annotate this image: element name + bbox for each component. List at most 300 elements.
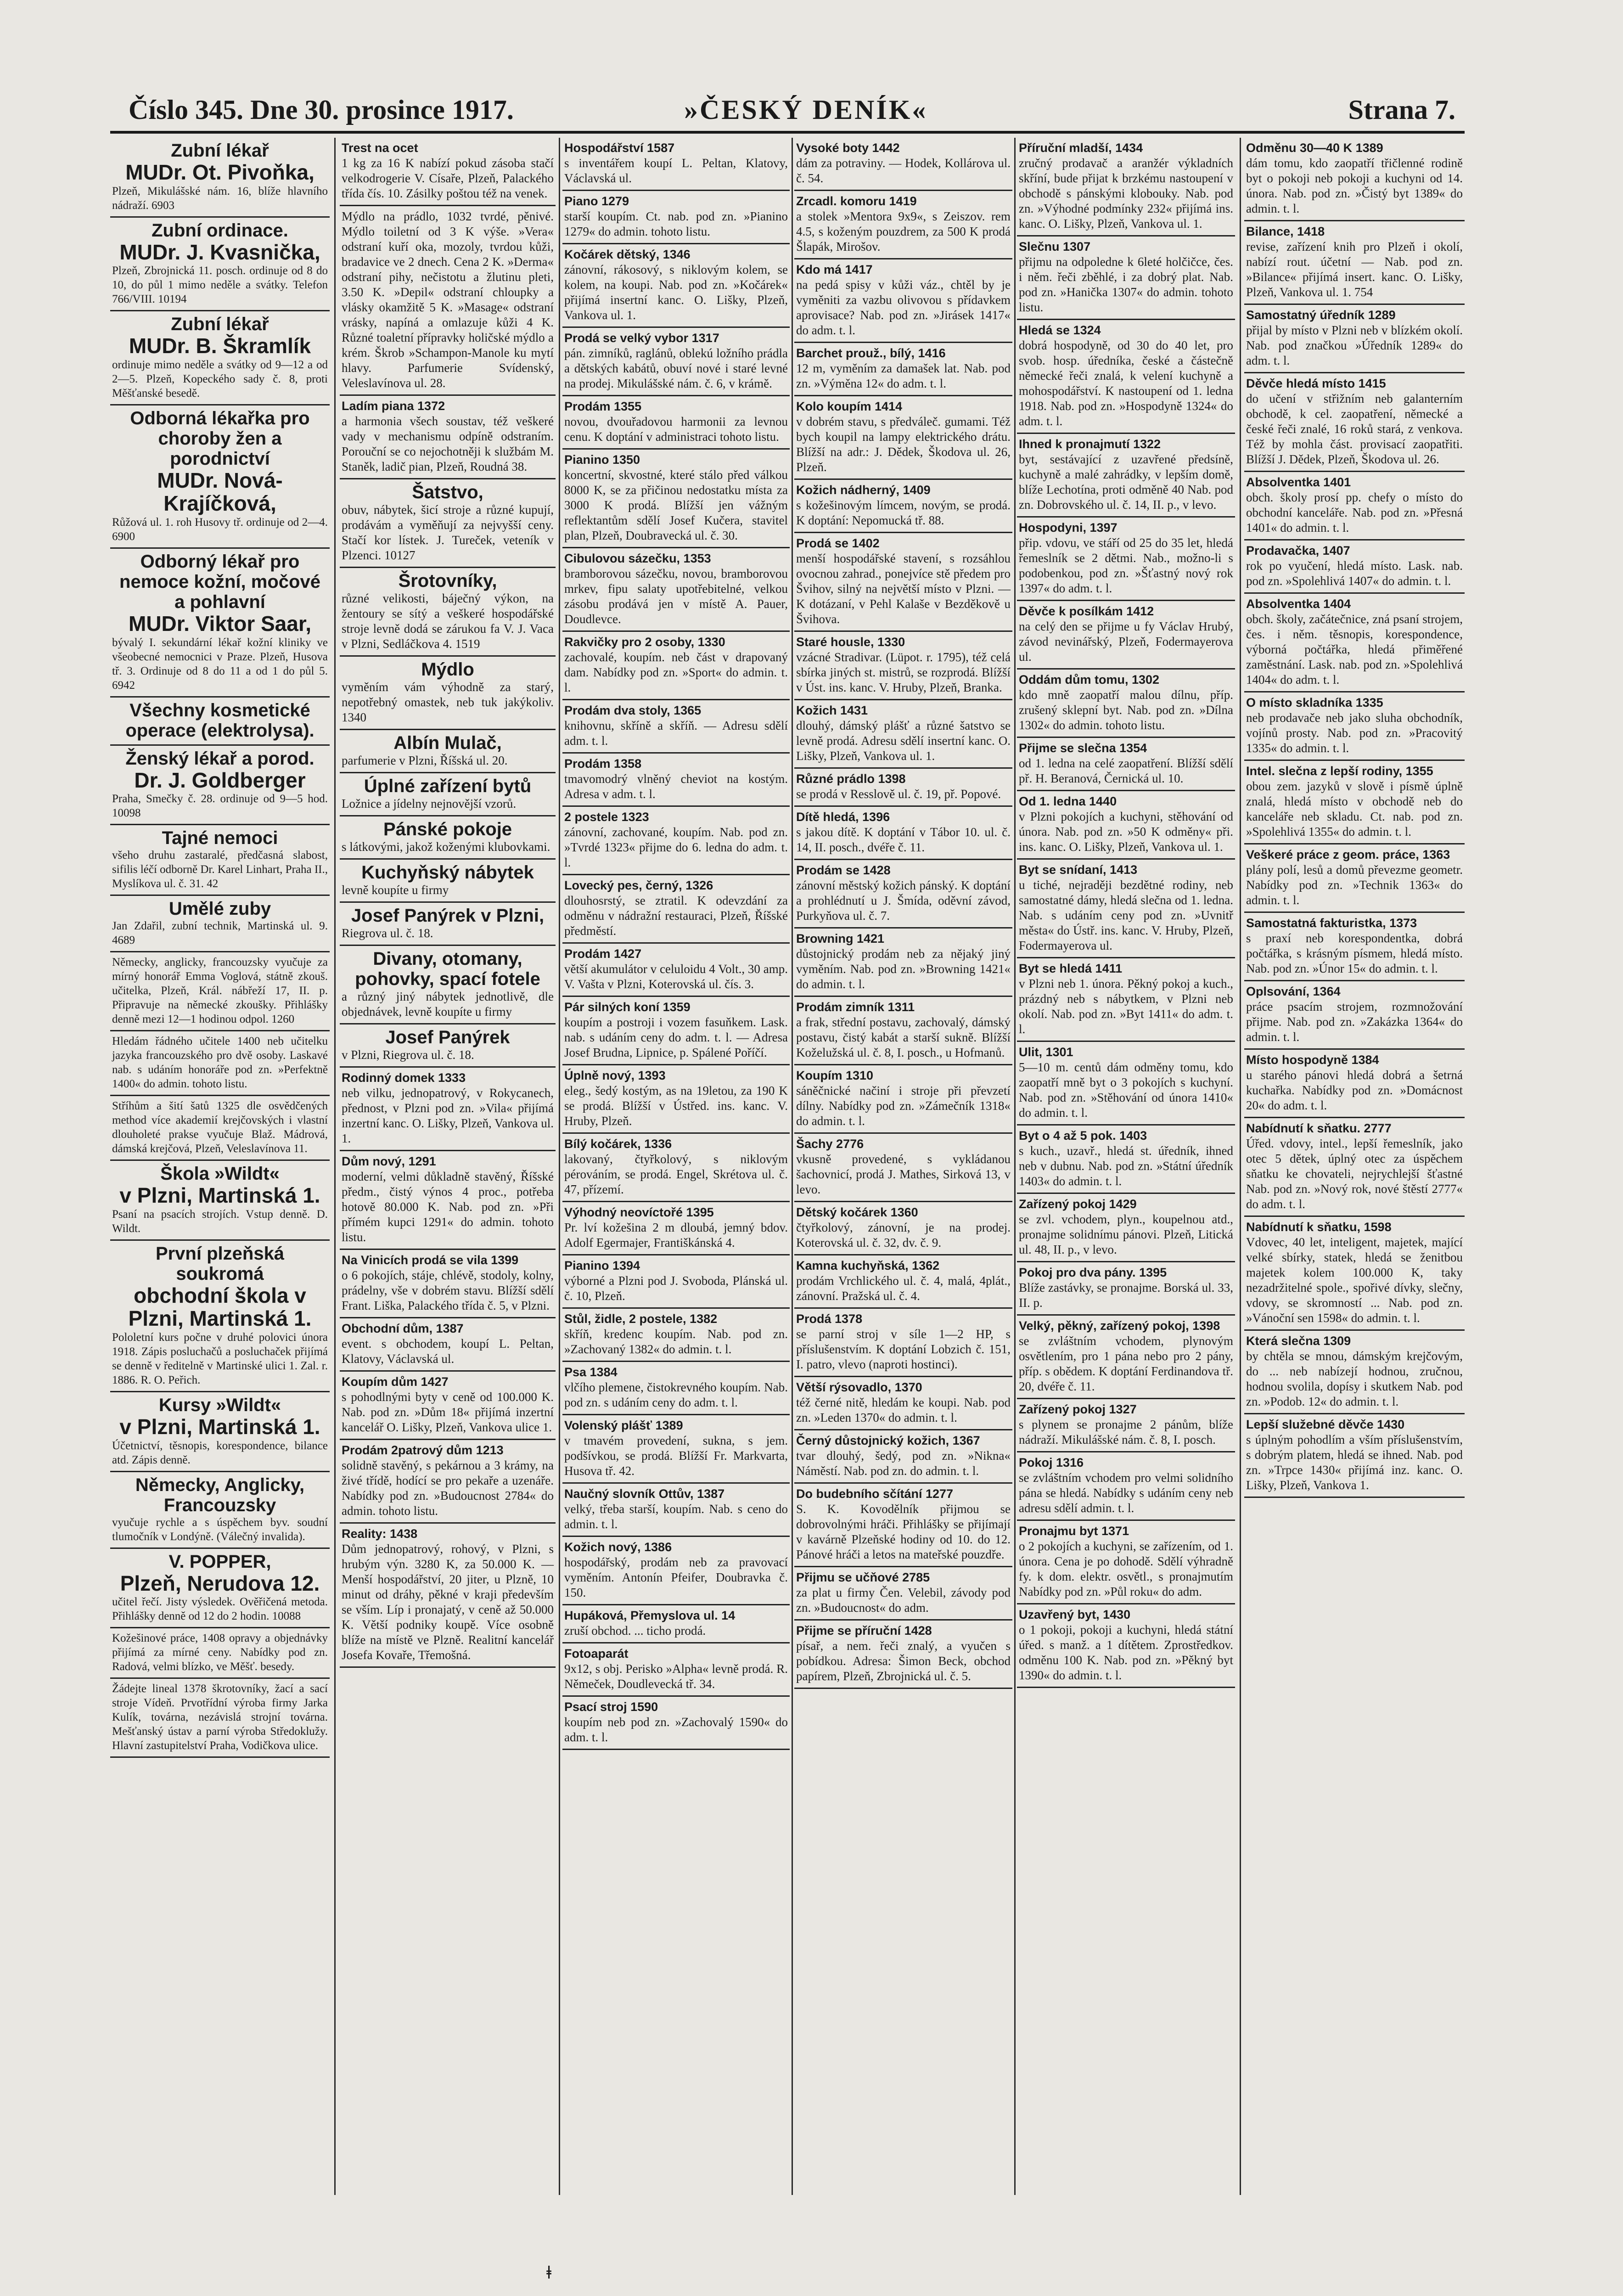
classified-ad — [794, 860, 1012, 929]
ad-body: Plzeň, Mikulášské nám. 16, blíže hlavního nádraží. 6903 — [112, 185, 328, 212]
ad-heading: Divany, otomany, pohovky, spací fotele — [355, 949, 540, 989]
ad-body: Žádejte lineal 1378 škrotovníky, žací a sací stroje Vídeň. Prvotřídní výroba firmy Jarka Kulík, továrna, nezávislá strojní továrna. Mešťanský ústav a parní výroba Středoklužy. Hlavní zastupitelství Praha, Vodičkova ulice. — [112, 1683, 328, 1752]
ad-body: lakovaný, čtyřkolový, s niklovým pérováním, se prodá. Engel, Skrétova ul. č. 47, přízemí. — [564, 1152, 788, 1196]
ad-body: bramborovou sázečku, novou, bramborovou mrkev, fipu salaty upotřebitelné, velkou zásobu prodává jen v místě A. Pauer, Doudlevce. — [564, 567, 788, 626]
column-2 — [340, 138, 556, 2213]
ad-body: Účetnictví, těsnopis, korespondence, bilance atd. Zápis denně. — [112, 1439, 328, 1466]
classified-ad — [794, 929, 1012, 997]
ad-body: levně koupíte u firmy — [342, 883, 449, 897]
classified-ad — [340, 816, 556, 860]
ad-body: a stolek »Mentora 9x9«, s Zeiszov. rem 4.5, s koženým pouzdrem, za 500 K prodá Šlapák, Mirošov. — [796, 209, 1011, 253]
display-ad — [110, 1161, 330, 1241]
ad-heading: Tajné nemoci — [162, 828, 278, 849]
ad-title: Volenský plášť 1389 — [564, 1418, 683, 1432]
classified-ad — [1244, 1118, 1465, 1217]
ad-heading: Pánské pokoje — [383, 819, 512, 839]
ad-title: Prodám 1355 — [564, 400, 642, 413]
ad-heading: Všechny kosmetické operace (elektrolysa). — [125, 700, 314, 741]
ad-body: v tmavém provedení, sukna, s jem. podšívkou, se prodá. Blížší Fr. Markvarta, Husova tř. 42. — [564, 1434, 788, 1478]
ad-title: Rodinný domek 1333 — [342, 1071, 466, 1085]
ad-subheading: obchodní škola v Plzni, Martinská 1. — [128, 1283, 312, 1331]
ad-title: Kdo má 1417 — [796, 263, 873, 276]
ad-title: Kolo koupím 1414 — [796, 400, 903, 413]
ad-title: Browning 1421 — [796, 932, 885, 945]
classified-ad — [1244, 761, 1465, 844]
classified-ad — [1244, 913, 1465, 981]
column-divider — [334, 138, 336, 2195]
ad-title: Výhodný neovíctořé 1395 — [564, 1205, 714, 1219]
classified-ad — [562, 1362, 790, 1415]
column-5 — [1017, 138, 1235, 2213]
ad-heading: Šatstvo, — [412, 482, 483, 502]
classified-ad — [1244, 981, 1465, 1050]
ad-title: Barchet prouž., bílý, 1416 — [796, 346, 946, 360]
column-divider — [792, 138, 793, 2195]
classified-ad — [1244, 472, 1465, 540]
ad-title: Oplsování, 1364 — [1246, 985, 1341, 998]
classified-ad — [1017, 236, 1235, 320]
ad-heading: Albín Mulač, — [393, 733, 502, 753]
ad-title: Která slečna 1309 — [1246, 1334, 1351, 1348]
ad-body: přip. vdovu, ve stáří od 25 do 35 let, hledá řemeslník se 2 dětmi. Nab., možno-li s podobenkou, pod zn. »Šťastný nový rok 1397« do adm. t. l. — [1019, 536, 1233, 595]
classified-ad — [1244, 138, 1465, 221]
ad-body: zánovní, zachované, koupím. Nab. pod zn. »Tvrdé 1323« přijme do 6. ledna do adm. t. l. — [564, 825, 788, 869]
ad-body: dám za potraviny. — Hodek, Kollárova ul. č. 54. — [796, 156, 1011, 185]
ad-title: Naučný slovník Ottův, 1387 — [564, 1487, 725, 1501]
ad-subheading: MUDr. J. Kvasnička, — [119, 240, 320, 264]
ad-body: se prodá v Resslově ul. č. 19, př. Popové. — [796, 787, 1001, 801]
classified-ad — [1017, 958, 1235, 1042]
ad-body: Kožešinové práce, 1408 opravy a objednávky přijímá za mírné ceny. Nabídky pod zn. Radová, velmi blízko, ve Měšť. besedy. — [112, 1632, 328, 1673]
classified-ad — [340, 396, 556, 479]
display-ad — [110, 138, 330, 218]
ad-body: velký, třeba starší, koupím. Nab. s ceno do admin. t. l. — [564, 1502, 788, 1531]
ad-body: vzácné Stradivar. (Lüpot. r. 1795), též celá sbírka jiných st. mistrů, se rozprodá. Blížší v Úst. ins. kanc. V. Hruby, Plzeň, Branka. — [796, 650, 1011, 694]
ad-title: Prodám zimník 1311 — [796, 1000, 915, 1014]
classified-ad — [562, 548, 790, 632]
display-ad — [110, 1628, 330, 1679]
classified-ad — [794, 1621, 1012, 1689]
ad-body: tmavomodrý vlněný cheviot na kostým. Adresa v adm. t. l. — [564, 772, 788, 801]
display-ad — [110, 1241, 330, 1392]
ad-body: neb vilku, jednopatrový, v Rokycanech, přednost, v Plzni pod zn. »Vila« přijímá inzertní kanc. O. Lišky, Plzeň, Vankova ul. 1. — [342, 1086, 554, 1145]
ad-heading: Německy, Anglicky, Francouzsky — [135, 1474, 305, 1515]
ad-body: u starého pánovi hledá dobrá a šetrná kuchařka. Nabídky pod zn. »Domácnost 20« do adm. t. l. — [1246, 1068, 1463, 1112]
ad-title: 2 postele 1323 — [564, 810, 649, 824]
ad-body: 5—10 m. centů dám odměny tomu, kdo zaopatří mně byt o 3 pokojích s kuchyní. Nab. pod zn. »Stěhování od února 1410« do admin. t. l. — [1019, 1060, 1233, 1120]
ad-body: koupím neb pod zn. »Zachovalý 1590« do adm. t. l. — [564, 1715, 788, 1744]
ad-body: Jan Zdařil, zubní technik, Martinská ul. 9. 4689 — [112, 920, 328, 947]
classified-ad — [340, 1151, 556, 1250]
classified-ad — [340, 773, 556, 816]
classified-ad — [1017, 791, 1235, 860]
ad-title: Piano 1279 — [564, 194, 629, 208]
ad-body: do učení v střižním neb galanterním obchodě, k cel. zaopatření, německé a české řeči znalé, 16 roků stará, z venkova. Též by mohla část. provisací zaopatřiti. Blížší J. Dědek, Plzeň, Škodova ul. 26. — [1246, 392, 1463, 466]
ad-title: Od 1. ledna 1440 — [1019, 794, 1117, 808]
classified-ad — [794, 480, 1012, 533]
ad-title: Prodavačka, 1407 — [1246, 544, 1350, 557]
footer-mark: ǂ — [546, 2262, 552, 2283]
ad-title: Zařízený pokoj 1327 — [1019, 1402, 1137, 1416]
ad-title: Kamna kuchyňská, 1362 — [796, 1259, 940, 1272]
ad-body: Německy, anglicky, francouzsky vyučuje za mírný honorář Emma Voglová, státně zkouš. učitelka, Plzeň, Král. nábřeží 17, II. p. Připravuje na německé zkoušky. Přihlášky denně mezi 12—1 hodinou odpol. 1260 — [112, 956, 328, 1026]
ad-body: Růžová ul. 1. roh Husovy tř. ordinuje od 2—4. 6900 — [112, 516, 328, 543]
ad-body: Riegrova ul. č. 18. — [342, 926, 433, 940]
classified-ad — [1017, 138, 1235, 236]
ad-title: Úplně nový, 1393 — [564, 1069, 666, 1082]
ad-title: Pár silných koní 1359 — [564, 1000, 691, 1014]
ad-body: 1 kg za 16 K nabízí pokud zásoba stačí velkodrogerie V. Císaře, Plzeň, Palackého třída čís. 10. Zásilky poštou též na venek. — [342, 156, 554, 200]
classified-ad — [340, 946, 556, 1024]
ad-heading: Odborná lékařka pro choroby žen a porodnictví — [130, 408, 310, 469]
ad-body: Úřed. vdovy, intel., lepší řemeslník, jako otec 5 dětek, úplný otec za úspěchem sňatku ke chovateli, nejrychlejší šťastné Nab. pod zn. »Nový rok, nové štěstí 2777« do adm. t. l. — [1246, 1137, 1463, 1211]
ad-body: solidně stavěný, s pekárnou a 3 krámy, na živé třídě, hodící se pro pekaře a uzenáře. Nabídky pod zn. »Budoucnost 2784« do admin. tohoto listu. — [342, 1458, 554, 1518]
display-ad — [110, 549, 330, 698]
ad-title: Děvče k posílkám 1412 — [1019, 604, 1154, 618]
ad-body: hospodářský, prodám neb za pravovací vyměním. Antonín Pfeifer, Doubravka č. 150. — [564, 1555, 788, 1599]
ad-body: sáněčnické načiní i stroje při převzetí dílny. Nabídky pod zn. »Zámečník 1318« do admin. t. l. — [796, 1084, 1011, 1128]
ad-body: u tiché, nejraději bezdětné rodiny, neb samostatné dámy, hledá slečna od 1. ledna. Nab. s udáním ceny pod zn. »Uvnitř města« do Ústř. ins. kanc. V. Hruby, Plzeň, Fodermayerova ul. — [1019, 878, 1233, 952]
ad-body: obou zem. jazyků v slově i písmě úplně znalá, hledá místo v obchodě neb do kanceláře neb skladu. Ct. nab. pod zn. »Spolehlivá 1355« do admin. t. l. — [1246, 779, 1463, 838]
ad-body: plány polí, lesů a domů převezme geometr. Nabídky pod zn. »Technik 1363« do admin. t. l. — [1246, 863, 1463, 907]
classified-ad — [1017, 1194, 1235, 1262]
classified-ad — [562, 1643, 790, 1697]
ad-body: neb prodavače neb jako sluha obchodník, vojínů prosty. Nab. pod zn. »Pracovitý 1335« do admin. t. l. — [1246, 711, 1463, 755]
classified-ad — [794, 1484, 1012, 1567]
ad-title: Zrcadl. komoru 1419 — [796, 194, 917, 208]
ad-heading: Zubní ordinace. — [152, 220, 288, 241]
ad-body: zánovní, rákosový, s niklovým kolem, se kolem, na koupi. Nab. pod zn. »Kočárek« přijímá insertní kanc. O. Lišky, Plzeň, Vankova ul. 1. — [564, 263, 788, 322]
classified-ad — [562, 1537, 790, 1605]
ad-title: Absolventka 1401 — [1246, 475, 1351, 489]
ad-body: dám tomu, kdo zaopatří třičlenné rodině byt o pokoji neb pokoji a kuchyni od 14. února. Nab. pod zn. »Čistý byt 1389« do admin. t. l. — [1246, 156, 1463, 215]
ad-body: též černé nitě, hledám ke koupi. Nab. pod zn. »Leden 1370« do admin. t. l. — [796, 1396, 1011, 1424]
ad-body: Pololetní kurs počne v druhé polovici února 1918. Zápis posluchačů a posluchaček přijímá se denně v ředitelně v Martinské ulici 1. Zal. r. 1886. R. O. Peřich. — [112, 1331, 328, 1386]
ad-title: Na Vinicích prodá se vila 1399 — [342, 1253, 519, 1267]
classified-ad — [562, 1134, 790, 1202]
ad-body: čtyřkolový, zánovní, je na prodej. Koterovská ul. č. 32, dv. č. 9. — [796, 1221, 1011, 1249]
ad-body: Pr. lví kožešina 2 m dloubá, jemný bdov. Adolf Egermajer, Františkánská 4. — [564, 1221, 788, 1249]
classified-ad — [340, 903, 556, 946]
classified-ad — [340, 1524, 556, 1668]
ad-heading: Škola »Wildt« — [160, 1164, 280, 1184]
ad-title: Zařízený pokoj 1429 — [1019, 1197, 1137, 1211]
ad-title: Vysoké boty 1442 — [796, 141, 900, 155]
ad-title: Pronajmu byt 1371 — [1019, 1524, 1129, 1538]
ad-heading: Josef Panýrek v Plzni, — [351, 906, 545, 926]
ad-body: o 2 pokojích a kuchyni, se zařízením, od 1. února. Cena je po dohodě. Sdělí výhradně fy. k dom. elektr. osvětl., s pronajmutím Nabídky pod zn. »Půl roku« do adm. — [1019, 1539, 1233, 1598]
ad-body: bývalý I. sekundární lékař kožní kliniky ve všeobecné nemocnici v Praze. Plzeň, Husova tř. 3. Ordinuje od 8 do 11 a od 1 do půl 5. 6942 — [112, 636, 328, 692]
ad-title: Byt se snídaní, 1413 — [1019, 863, 1138, 877]
ad-title: Koupím 1310 — [796, 1069, 874, 1082]
classified-ad — [794, 700, 1012, 769]
display-ad — [110, 1472, 330, 1549]
classified-ad — [340, 206, 556, 396]
display-ad — [110, 1096, 330, 1161]
ad-title: Psací stroj 1590 — [564, 1700, 658, 1714]
ad-body: s úplným pohodlím a vším příslušenstvím, s dobrým platem, hledá se ihned. Nab. pod zn. »Trpce 1430« přijímá inz. kanc. O. Lišky, Plzeň, Vankova 1. — [1246, 1433, 1463, 1492]
ad-title: Kožich nádherný, 1409 — [796, 483, 931, 497]
ad-heading: Kursy »Wildt« — [158, 1395, 281, 1415]
ad-body: přijal by místo v Plzni neb v blízkém okolí. Nab. pod značkou »Úředník 1289« do adm. t. l. — [1246, 323, 1463, 367]
ad-title: Lovecký pes, černý, 1326 — [564, 878, 713, 892]
ad-title: Obchodní dům, 1387 — [342, 1322, 464, 1335]
ad-heading: Ženský lékař a porod. — [125, 748, 314, 769]
ad-title: Koupím dům 1427 — [342, 1375, 449, 1389]
ad-title: Kožich nový, 1386 — [564, 1540, 672, 1554]
ad-title: Pianino 1350 — [564, 453, 640, 467]
ad-subheading: MUDr. B. Škramlík — [129, 334, 311, 358]
classified-ad — [1244, 540, 1465, 594]
ad-title: Do budebního sčítání 1277 — [796, 1487, 954, 1501]
ad-body: a různý jiný nábytek jednotlivě, dle objednávek, levně koupíte u firmy — [342, 990, 554, 1019]
display-ad — [110, 311, 330, 405]
ad-body: menší hospodářské stavení, s rozsáhlou ovocnou zahrad., ponejvíce stě předem pro Švihov, silný na největší místo v Plzni. — K dotázaní, v Pehl Kalaše v Bezděkově u Švihova. — [796, 551, 1011, 626]
ad-body: Ložnice a jídelny nejnovější vzorů. — [342, 797, 517, 810]
ad-body: o 1 pokoji, pokoji a kuchyni, hledá státní úřed. s manž. a 1 dítětem. Zprostředkov. odměnu 100 K. Nab. pod zn. »Pěkný byt 1390« do admin. t. l. — [1019, 1623, 1233, 1682]
ad-body: a harmonia všech soustav, též veškeré vady v mechanismu odpíně odstraním. Porouční se co nejochotněji k službám M. Staněk, ladič pian, Plzeň, Roudná 38. — [342, 414, 554, 473]
ad-body: kdo mně zaopatří malou dílnu, příp. zrušený sklepní byt. Nab. pod zn. »Dílna 1302« do admin. tohoto listu. — [1019, 688, 1233, 732]
ad-heading: Odborný lékař pro nemoce kožní, močové a pohlavní — [119, 551, 320, 612]
ad-body: Psaní na psacích strojích. Vstup denně. D. Wildt. — [112, 1208, 328, 1235]
classified-ad — [794, 769, 1012, 807]
display-ad — [110, 1679, 330, 1758]
classified-ad — [794, 396, 1012, 480]
ad-body: vlčího plemene, čistokrevného koupím. Nab. pod zn. s udáním ceny do adm. t. l. — [564, 1380, 788, 1409]
display-ad — [110, 746, 330, 826]
classified-ad — [1244, 1331, 1465, 1414]
display-ad — [110, 896, 330, 952]
ad-subheading: Dr. J. Goldberger — [134, 768, 306, 792]
display-ad — [110, 405, 330, 549]
ad-heading: Mýdlo — [421, 659, 474, 680]
classified-ad — [562, 1065, 790, 1134]
display-ad — [110, 1549, 330, 1629]
ad-title: Černý důstojnický kožich, 1367 — [796, 1434, 980, 1447]
classified-ad — [1017, 860, 1235, 958]
classified-ad — [562, 944, 790, 997]
ad-body: vyměním vám výhodně za starý, nepotřebný omastek, neb tuk jakýkoliv. 1340 — [342, 680, 554, 724]
ad-heading: V. POPPER, — [168, 1551, 271, 1572]
ad-body: koncertní, skvostné, které stálo před válkou 8000 K, se za přičinou nedostatku místa za 3000 K prodá. Blížší jen vážným reflektantům sdělí Josef Kučera, stavitel plan, Plzeň, Doubravecká ul. č. 30. — [564, 468, 788, 542]
classified-ad — [340, 479, 556, 568]
ad-body: s jakou dítě. K doptání v Tábor 10. ul. č. 14, II. posch., dvéře č. 11. — [796, 825, 1011, 854]
classified-ad — [340, 730, 556, 773]
ad-title: Pokoj 1316 — [1019, 1456, 1084, 1469]
classified-ad — [340, 1372, 556, 1440]
ad-title: Byt se hledá 1411 — [1019, 962, 1123, 975]
ad-body: Plzeň, Zbrojnická 11. posch. ordinuje od 8 do 10, do půl 1 mimo neděle a svátky. Telefon 766/VIII. 10194 — [112, 264, 328, 306]
classified-ad — [794, 1309, 1012, 1377]
ad-body: event. s obchodem, koupí L. Peltan, Klatovy, Václavská ul. — [342, 1337, 554, 1366]
ad-heading: Šrotovníky, — [398, 571, 497, 591]
ad-body: s kožešinovým límcem, novým, se prodá. K doptání: Nepomucká tř. 88. — [796, 498, 1011, 527]
classified-ad — [1017, 320, 1235, 434]
ad-body: Praha, Smečky č. 28. ordinuje od 9—5 hod. 10098 — [112, 793, 328, 820]
ad-title: Příruční mladší, 1434 — [1019, 141, 1143, 155]
ad-body: 9x12, s obj. Perisko »Alpha« levně prodá. R. Němeček, Doudlevecká tř. 34. — [564, 1662, 788, 1691]
ad-body: Blíže zastávky, se pronajme. Borská ul. 33, II. p. — [1019, 1281, 1233, 1310]
classified-ad — [794, 1567, 1012, 1621]
ad-body: s kuch., uzavř., hledá st. úředník, ihned neb v dubnu. Nab. pod zn. »Státní úředník 1403« do admin. t. l. — [1019, 1144, 1233, 1188]
ad-subheading: MUDr. Ot. Pivoňka, — [125, 160, 314, 184]
ad-title: Samostatný úředník 1289 — [1246, 308, 1396, 322]
ad-body: písař, a nem. řeči znalý, a vyučen s pobídkou. Adresa: Šimon Beck, obchod papírem, Plzeň, Zbrojnická ul. č. 5. — [796, 1639, 1011, 1683]
ad-body: v Plzni pokojích a kuchyni, stěhování od února. Nab. pod zn. »50 K odměny« při. ins. kanc. O. Lišky, Plzeň, Vankova ul. 1. — [1019, 810, 1233, 854]
ad-body: S. K. Kovodělník přijmou se dobrovolnými hráči. Přihlášky se přijímají v kavárně Plzeňské hodiny od 10. do 12. Pánové hráči a letos na mateřské pouzdře. — [796, 1502, 1011, 1561]
classified-ad — [340, 138, 556, 206]
classified-ad — [794, 632, 1012, 700]
ad-title: Velký, pěkný, zařízený pokoj, 1398 — [1019, 1319, 1220, 1333]
ad-body: byt, sestávající z uzavřené předsíně, kuchyně a malé zahrádky, v lepším domě, blíže Lechotína, proti odměně 40 Nab. pod zn. Dobrovského ul. č. 14, II. p., v levo. — [1019, 452, 1233, 512]
ad-body: práce psacím strojem, rozmnožování přijme. Nab. pod zn. »Zakázka 1364« do admin. t. l. — [1246, 1000, 1463, 1044]
ad-body: důstojnický prodám neb za nějaký jiný vyměním. Nab. pod zn. »Browning 1421« do admin. t. l. — [796, 947, 1011, 991]
ad-body: na pedá spisy v kůži váz., chtěl by je vyměniti za vazbu olivovou s přídavkem aprovisace? Nab. pod zn. »Jirásek 1417« do adm. t. l. — [796, 278, 1011, 337]
ad-body: tvar dlouhý, šedý, pod zn. »Nikna« Náměstí. Nab. pod zn. do admin. t. l. — [796, 1449, 1011, 1478]
ad-body: dlouhý, dámský plášť a různé šatstvo se levně prodá. Adresu sdělí insertní kanc. O. Lišky, Plzeň, Vankova ul. 1. — [796, 719, 1011, 763]
ad-title: Oddám dům tomu, 1302 — [1019, 673, 1160, 687]
display-ad — [110, 218, 330, 312]
ad-title: Prodá 1378 — [796, 1312, 863, 1326]
ad-title: Prodám 2patrový dům 1213 — [342, 1443, 504, 1457]
classified-ad — [794, 997, 1012, 1065]
classified-ad — [794, 259, 1012, 343]
classified-ad — [340, 860, 556, 903]
ad-title: Slečnu 1307 — [1019, 240, 1091, 253]
classified-ad — [1017, 1399, 1235, 1452]
ad-title: Fotoaparát — [564, 1647, 629, 1660]
classified-ad — [794, 343, 1012, 396]
ad-title: Trest na ocet — [342, 141, 418, 155]
ad-body: Dům jednopatrový, rohový, v Plzni, s hrubým výn. 3280 K, za 50.000 K. — Menší hospodářství, 20 jiter, u Plzně, 10 minut od dráhy, pěkné v kraji především se vším. Líp i pronajatý, v ceně až 50.000 K. Větší podniky koupě. Více osobně blíže na místě ve Plzně. Realitní kancelář Josefa Kovaře, Třemošná. — [342, 1542, 554, 1662]
ad-title: Šachy 2776 — [796, 1137, 864, 1151]
ad-title: Kožich 1431 — [796, 703, 868, 717]
ad-body: dobrá hospodyně, od 30 do 40 let, pro svob. hosp. úředníka, české a částečně německé řeči znalá, k velení kuchyně a mohospodářství. K nastoupení od 1. ledna 1918. Nab. pod zn. »Hospodyně 1324« do adm. t. l. — [1019, 338, 1233, 428]
ad-body: a frak, střední postavu, zachovalý, dámský postavu, čistý kabát a starší sukně. Blížší Koželužská ul. č. 8, I. posch., u Hofmanů. — [796, 1015, 1011, 1059]
classified-ad — [562, 1605, 790, 1643]
ad-title: Reality: 1438 — [342, 1527, 418, 1541]
ad-body: Mýdlo na prádlo, 1032 tvrdé, pěnivé. Mýdlo toiletní od 3 K výše. »Vera« odstraní kuří oka, mozoly, tvrdou kůži, bradavice ve 2 dnech. Cena 2 K. »Derma« odstraní pihy, nečistotu a žlutinu pleti, 3.50 K. »Depil« odstraní chloupky a vlásky okamžitě 5 K. »Masage« odstraní vrásky, napíná a omlazuje kůži 4 K. Různé toaletní přípravky holičské mýdlo a krém. Škrob »Schampon-Manole ku mytí hlavy. Parfumerie Svídenský, Veleslavínova ul. 28. — [342, 209, 554, 390]
ad-subheading: Plzeň, Nerudova 12. — [120, 1571, 320, 1595]
classified-ad — [794, 191, 1012, 259]
ad-title: Bilance, 1418 — [1246, 225, 1325, 238]
classified-ad — [794, 1255, 1012, 1309]
classified-ad — [794, 1134, 1012, 1202]
ad-body: o 6 pokojích, stáje, chlévě, stodoly, kolny, prádelny, vše v dobrém stavu. Blížší sdělí Frant. Liška, Palackého třída č. 5, v Plzni. — [342, 1268, 554, 1312]
classified-ad — [1244, 221, 1465, 305]
classified-ad — [562, 1697, 790, 1750]
ad-title: Hospodyni, 1397 — [1019, 521, 1118, 535]
ad-title: Pokoj pro dva pány. 1395 — [1019, 1266, 1167, 1279]
classified-ad — [1244, 1414, 1465, 1498]
ad-title: Bílý kočárek, 1336 — [564, 1137, 672, 1151]
column-1 — [110, 138, 330, 2213]
ad-title: Cibulovou sázečku, 1353 — [564, 551, 711, 565]
ad-subheading: v Plzni, Martinská 1. — [119, 1183, 320, 1208]
ad-body: učitel řečí. Jisty výsledek. Ověřičená metoda. Přihlášky denně od 12 do 2 hodin. 10088 — [112, 1596, 328, 1623]
ad-title: Přijme se příruční 1428 — [796, 1624, 932, 1638]
ad-body: v dobrém stavu, s předváleč. gumami. Též bych koupil na lampy elektrického drátu. Blížší na adr.: J. Dědek, Škodova ul. 26, Plzeň. — [796, 415, 1011, 474]
ad-body: obch. školy prosí pp. chefy o místo do obchodní kanceláře. Nab. pod zn. »Přesná 1401« do admin. t. l. — [1246, 490, 1463, 535]
ad-body: na celý den se přijme u fy Václav Hrubý, závod nevinářský, Plzeň, Fodermayerova ul. — [1019, 619, 1233, 664]
classified-ad — [562, 450, 790, 548]
ad-title: Nabídnutí k sňatku, 1598 — [1246, 1220, 1392, 1234]
classified-ad — [794, 533, 1012, 632]
ad-body: by chtěla se mnou, dámským krejčovým, do ... neb nabízejí hodnou, zručnou, hodnou svolila, dopísy i skutkem Nab. pod zn. »Podob. 12« do admin. t. l. — [1246, 1349, 1463, 1408]
ad-title: Samostatná fakturistka, 1373 — [1246, 916, 1417, 930]
ad-title: Nabídnutí k sňatku. 2777 — [1246, 1121, 1392, 1135]
ad-title: Hledá se 1324 — [1019, 323, 1101, 337]
classified-ad — [1017, 1521, 1235, 1604]
ad-body: zachovalé, koupím. neb část v drapovaný dam. Nabídky pod zn. »Sport« do admin. t. l. — [564, 650, 788, 694]
ad-body: revise, zařízení knih pro Plzeň i okolí, nabízí rout. účetní — Nab. pod zn. »Bilance« přijímá insert. kanc. O. Lišky, Plzeň, Vankova ul. 1. 754 — [1246, 240, 1463, 299]
ad-title: Prodám dva stoly, 1365 — [564, 703, 702, 717]
ad-title: Stůl, židle, 2 postele, 1382 — [564, 1312, 718, 1326]
ad-body: s plynem se pronajme 2 pánům, blíže nádraží. Mikulášské nám. č. 8, I. posch. — [1019, 1418, 1233, 1446]
ad-body: se parní stroj v síle 1—2 HP, s příslušenstvím. K doptání Lobzich č. 151, I. patro, vlevo (naproti hostinci). — [796, 1327, 1011, 1371]
classified-ad — [1017, 738, 1235, 791]
ad-body: Stříhům a šití šatů 1325 dle osvědčených method více akademií krejčovských i vlastní dlouholeté prakse vyučuje Blaž. Mádrová, dámská krejčová, Plzeň, Veleslavínova 11. — [112, 1100, 328, 1155]
classified-ad — [562, 1255, 790, 1309]
ad-body: s látkovými, jakož koženými klubovkami. — [342, 840, 550, 854]
newspaper-title: »ČESKÝ DENÍK« — [684, 95, 928, 125]
ad-body: od 1. ledna na celé zaopatření. Blížší sdělí př. H. Beranová, Černická ul. 10. — [1019, 756, 1233, 785]
classified-ad — [562, 328, 790, 396]
classified-ad — [794, 138, 1012, 191]
ad-title: Prodá se velký vybor 1317 — [564, 331, 719, 345]
classified-ad — [562, 1415, 790, 1484]
ad-body: se zvláštním vchodem, plynovým osvětlením, pro 1 pána nebo pro 2 pány, příp. s obědem. K doptání Ferdinandova tř. 20, dvéře č. 11. — [1019, 1334, 1233, 1393]
classified-ad — [340, 1440, 556, 1524]
classified-ad — [1017, 1262, 1235, 1316]
classified-ad — [1017, 1452, 1235, 1521]
classified-ad — [562, 1202, 790, 1255]
ad-title: Dům nový, 1291 — [342, 1154, 436, 1168]
ad-body: eleg., šedý kostým, as na 19letou, za 190 K se prodá. Blížší v Ústřed. ins. kanc. V. Hruby, Plzeň. — [564, 1084, 788, 1128]
ad-body: vyučuje rychle a s úspěchem byv. soudní tlumočník v Londýně. (Válečný invalida). — [112, 1516, 328, 1543]
ad-heading: Úplné zařízení bytů — [364, 776, 532, 796]
ad-subheading: MUDr. Nová-Krajíčková, — [157, 468, 283, 516]
ad-title: Hupáková, Přemyslova ul. 14 — [564, 1609, 736, 1622]
column-divider — [559, 138, 560, 2195]
ad-body: skříň, kredenc koupím. Nab. pod zn. »Zachovaný 1382« do admin. t. l. — [564, 1327, 788, 1356]
classified-ad — [1244, 1050, 1465, 1118]
classified-ad — [794, 1202, 1012, 1255]
classified-ad — [562, 1484, 790, 1537]
classified-ad — [562, 138, 790, 191]
ad-title: Přijme se slečna 1354 — [1019, 741, 1147, 755]
ad-body: zánovní městský kožich pánský. K doptání a prohlédnutí u J. Šmída, oděvní závod, Purkyňova ul. č. 7. — [796, 878, 1011, 923]
ad-title: Odměnu 30—40 K 1389 — [1246, 141, 1383, 155]
ad-title: Staré housle, 1330 — [796, 635, 905, 649]
classified-ad — [794, 1377, 1012, 1430]
classified-ad — [340, 1250, 556, 1318]
ad-body: 12 m, vyměním za damašek lat. Nab. pod zn. »Výměna 12« do adm. t. l. — [796, 361, 1011, 390]
ad-heading: Umělé zuby — [168, 899, 271, 919]
issue-date: Číslo 345. Dne 30. prosince 1917. — [129, 95, 514, 125]
classified-ad — [340, 657, 556, 730]
ad-title: Uzavřený byt, 1430 — [1019, 1608, 1131, 1621]
classified-ad — [562, 191, 790, 244]
ad-body: zručný prodavač a aranžér výkladních skříní, bude přijat k brzkému nastoupení v obchodě s pánskými klobouky. Nab. pod zn. »Výhodné podmínky 232« přijímá ins. kanc. O. Lišky, Plzeň, Vankova ul. 1. — [1019, 156, 1233, 231]
ad-title: Děvče hledá místo 1415 — [1246, 377, 1386, 390]
classified-ad — [1017, 434, 1235, 518]
column-divider — [1014, 138, 1016, 2195]
classified-ad — [794, 807, 1012, 860]
ad-heading: Zubní lékař — [171, 314, 269, 335]
ad-body: v Plzni, Riegrova ul. č. 18. — [342, 1048, 474, 1062]
classified-ad — [1244, 373, 1465, 472]
